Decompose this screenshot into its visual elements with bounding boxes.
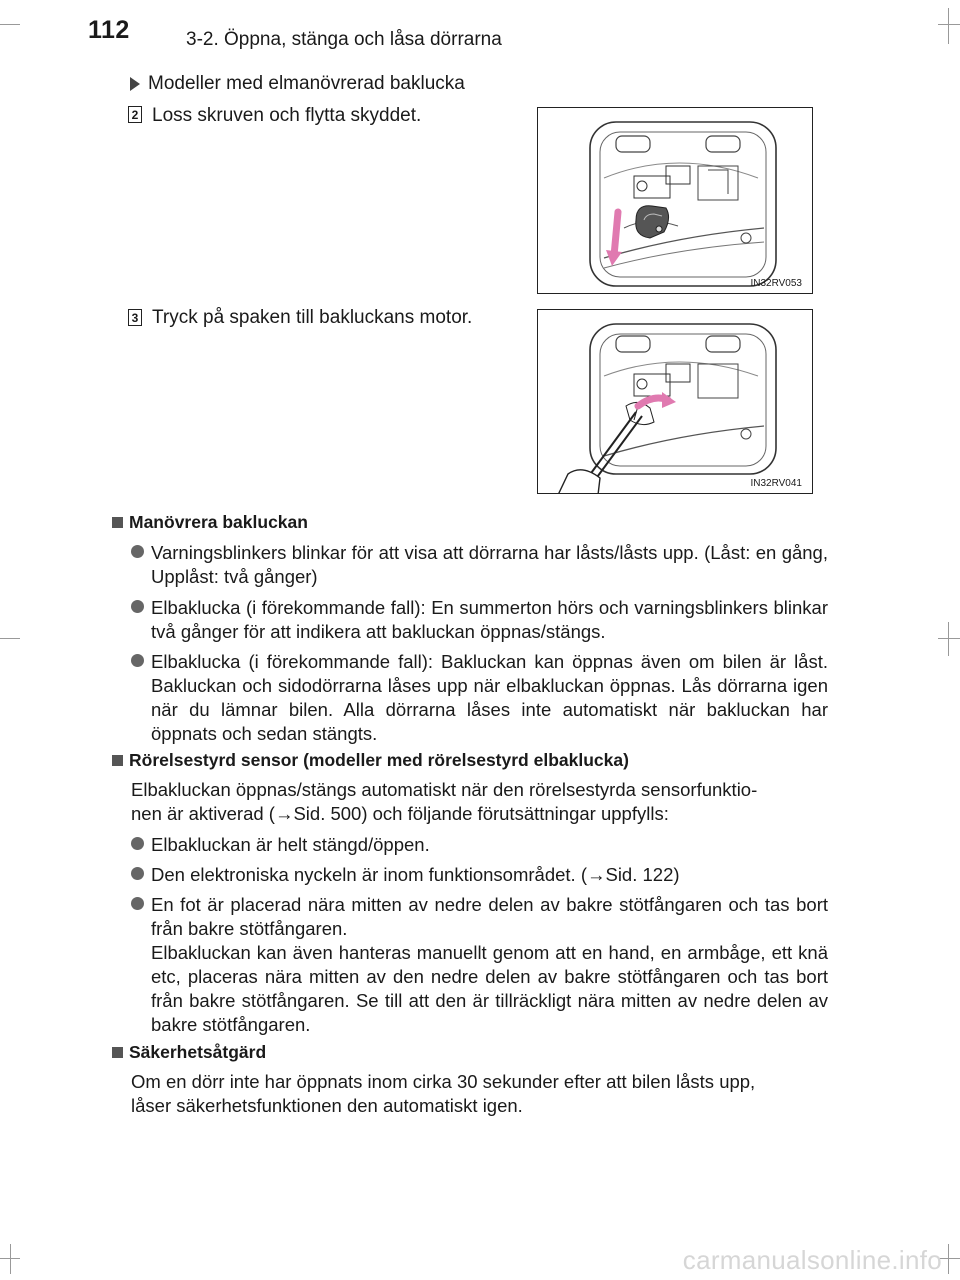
- paragraph: Om en dörr inte har öppnats inom cirka 30 sekunder efter att bilen låsts upp, låser säkerhetsfunktionen den automatiskt igen.: [131, 1071, 756, 1116]
- crop-mark: [10, 1244, 11, 1274]
- section-heading: [112, 1042, 266, 1063]
- subheading-text: Modeller med elmanövrerad baklucka: [148, 73, 465, 94]
- square-bullet-icon: [112, 1047, 123, 1058]
- crop-mark: [0, 638, 20, 639]
- list-item: Varningsblinkers blinkar för att visa att dörrarna har låsts/låsts upp. (Låst: en gång, Upplåst: två gånger): [133, 541, 828, 589]
- square-bullet-icon: [112, 517, 123, 528]
- bullet-dot-icon: [131, 600, 144, 613]
- figure-remove-cover: [537, 107, 813, 294]
- step-number-badge: 3: [128, 309, 142, 326]
- section-heading: [112, 750, 629, 771]
- section-title: Säkerhetsåtgärd: [129, 1042, 267, 1062]
- subheading: [130, 73, 465, 95]
- step-number-badge: 2: [128, 106, 142, 123]
- list-item: Elbaklucka (i förekommande fall): En summerton hörs och varningsblinkers blinkar två gånger för att indikera att bakluckan öppnas/stängs.: [133, 596, 828, 644]
- bullet-dot-icon: [131, 837, 144, 850]
- bullet-dot-icon: [131, 867, 144, 880]
- bullet-dot-icon: [131, 897, 144, 910]
- bullet-dot-icon: [131, 545, 144, 558]
- crop-mark: [938, 24, 960, 25]
- square-bullet-icon: [112, 755, 123, 766]
- section-title: Rörelsestyrd sensor (modeller med rörelsestyrd elbaklucka): [129, 750, 629, 770]
- section-heading: [112, 512, 308, 533]
- list-item: Elbaklucka (i förekommande fall): Bakluckan kan öppnas även om bilen är låst. Bakluckan och sidodörrarna låses upp när elbakluckan öppnas. Lås dörrarna igen när du lämnar bilen. Alla dörrarna låses inte automatiskt när bakluckan har öppnats och sedan stängts.: [133, 650, 828, 746]
- crop-mark: [948, 1244, 949, 1274]
- step-text: Loss skruven och flytta skyddet.: [152, 105, 422, 126]
- figure-code: IN32RV053: [750, 278, 802, 289]
- list-item: Den elektroniska nyckeln är inom funktionsområdet. (→Sid. 122): [133, 863, 828, 887]
- step-text: Tryck på spaken till bakluckans motor.: [152, 307, 473, 328]
- figure-code: IN32RV041: [750, 478, 802, 489]
- list-item: Elbakluckan är helt stängd/öppen.: [133, 833, 828, 857]
- crop-mark: [948, 8, 949, 44]
- chapter-title: 3-2. Öppna, stänga och låsa dörrarna: [186, 29, 502, 50]
- page-number: 112: [88, 16, 130, 44]
- figure-press-lever: [537, 309, 813, 494]
- list-item: En fot är placerad nära mitten av nedre delen av bakre stötfångaren och tas bort från bakre stötfångaren. Elbakluckan kan även hanteras manuellt genom att en hand, en armbåge, ett knä etc, placeras nära mitten av den nedre delen av bakre stötfångaren och tas bort från bakre stötfångaren. Se till att den är tillräckligt nära mitten av nedre delen av bakre stötfångaren.: [133, 893, 828, 1037]
- watermark: carmanualsonline.info: [682, 1245, 942, 1275]
- paragraph: Elbakluckan öppnas/stängs automatiskt när den rörelsestyrda sensorfunktio- nen är aktiverad (→Sid. 500) och följande förutsättningar uppfylls:: [131, 779, 758, 824]
- section-title: Manövrera bakluckan: [129, 512, 308, 532]
- triangle-bullet-icon: [130, 77, 140, 91]
- bullet-dot-icon: [131, 654, 144, 667]
- crop-mark: [948, 622, 949, 656]
- crop-mark: [938, 638, 960, 639]
- crop-mark: [0, 24, 20, 25]
